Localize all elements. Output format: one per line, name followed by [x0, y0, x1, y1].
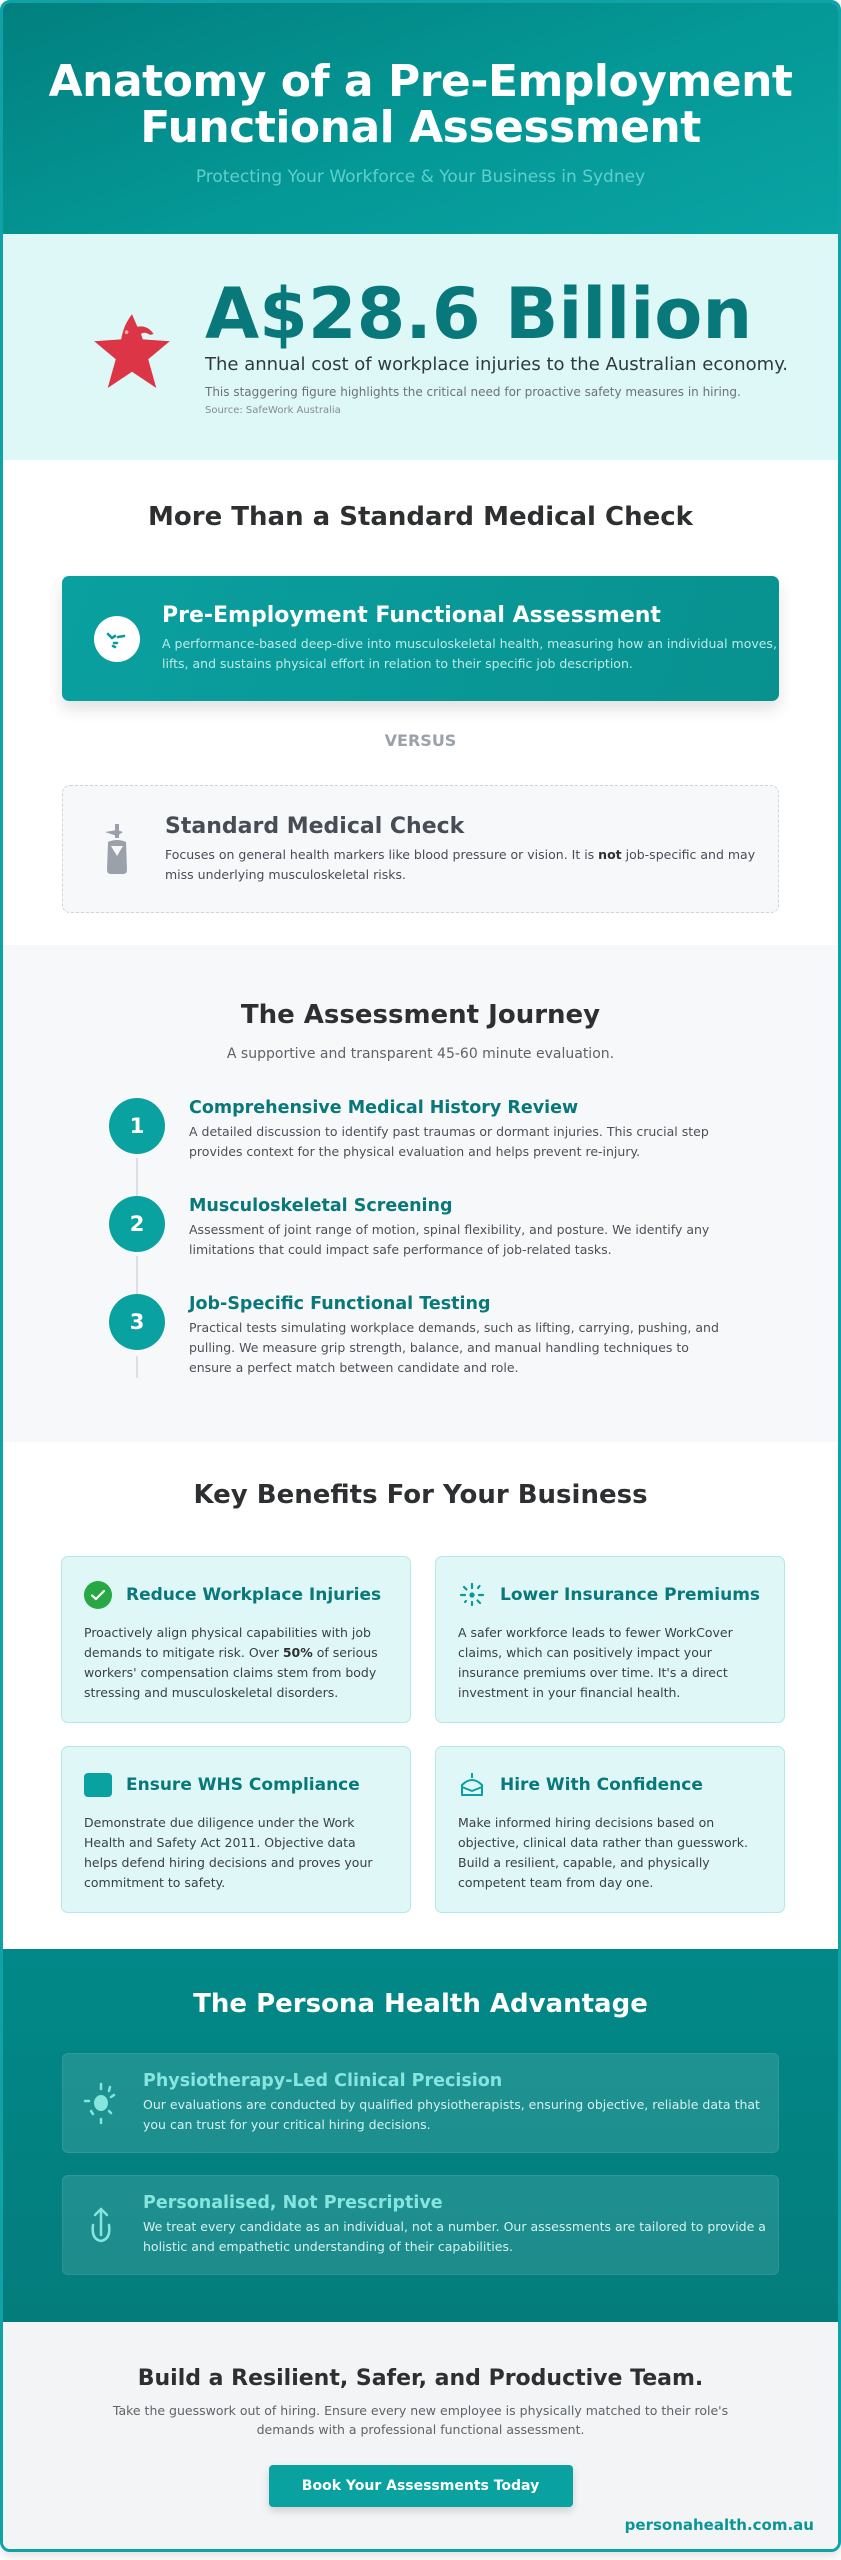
title-line-1: Anatomy of a Pre-Employment — [48, 56, 793, 107]
benefit-description: A safer workforce leads to fewer WorkCover claims, which can positively impact your insurance premiums over time. It's a direct investment in your financial health. — [458, 1625, 733, 1700]
benefits-grid — [61, 1556, 780, 1913]
step-connector — [136, 1158, 138, 1196]
section-subtitle: A supportive and transparent 45-60 minute evaluation. — [226, 1046, 615, 1062]
benefit-title: Ensure WHS Compliance — [126, 1775, 360, 1795]
stat-detail: This staggering figure highlights the critical need for proactive safety measures in hiring. — [205, 385, 741, 399]
key-benefits-section — [3, 1442, 838, 1949]
section-title: The Persona Health Advantage — [193, 1989, 648, 2019]
title-line-2: Functional Assessment — [140, 102, 701, 153]
journey-step — [109, 1098, 838, 1196]
step-description: Assessment of joint range of motion, spinal flexibility, and posture. We identify any limitations that could impact safe performance of job-related tasks. — [189, 1222, 710, 1257]
versus-label: VERSUS — [384, 731, 457, 750]
cta-description: Take the guesswork out of hiring. Ensure every new employee is physically matched to their role's demands with a professional functional assessment. — [112, 2403, 729, 2437]
injury-cost-stat — [3, 234, 838, 460]
step-number: 3 — [109, 1294, 165, 1350]
advantage-description: We treat every candidate as an individual, not a number. Our assessments are tailored to provide a holistic and empathetic understanding of their capabilities. — [143, 2219, 766, 2254]
card-title: Pre-Employment Functional Assessment — [162, 603, 661, 628]
check-circle-icon — [84, 1581, 112, 1609]
cake-icon — [458, 1771, 486, 1799]
card-description: Focuses on general health markers like blood pressure or vision. It is not job-specific and may miss underlying musculoskeletal risks. — [165, 846, 756, 882]
stat-source: Source: SafeWork Australia — [205, 405, 341, 416]
advantage-item — [62, 2175, 779, 2275]
stat-text — [205, 273, 788, 416]
benefit-card — [435, 1746, 785, 1913]
assessment-face-icon — [94, 616, 140, 662]
persona-advantage-section — [3, 1949, 838, 2322]
standard-check-text — [165, 814, 778, 885]
sparkle-icon — [458, 1581, 486, 1609]
step-title: Musculoskeletal Screening — [189, 1196, 453, 1216]
section-title: More Than a Standard Medical Check — [148, 502, 693, 532]
card-description: A performance-based deep-dive into musculoskeletal health, measuring how an individual moves, lifts, and sustains physical effort in relation to their specific job description. — [162, 636, 777, 671]
step-number: 1 — [109, 1098, 165, 1154]
journey-step — [109, 1196, 838, 1294]
journey-step — [109, 1294, 838, 1392]
functional-assessment-card — [62, 576, 779, 701]
card-title: Standard Medical Check — [165, 813, 465, 839]
shield-square-icon — [84, 1771, 112, 1799]
step-title: Comprehensive Medical History Review — [189, 1098, 579, 1118]
step-title: Job-Specific Functional Testing — [189, 1294, 491, 1314]
benefit-card — [61, 1746, 411, 1913]
advantage-title: Personalised, Not Prescriptive — [143, 2193, 443, 2213]
assessment-journey-section — [3, 945, 838, 1442]
stat-headline: The annual cost of workplace injuries to the Australian economy. — [205, 354, 788, 375]
call-to-action-section — [3, 2322, 838, 2552]
comparison-section — [3, 460, 838, 945]
page-subtitle: Protecting Your Workforce & Your Business in Sydney — [195, 167, 646, 187]
step-number: 2 — [109, 1196, 165, 1252]
benefit-title: Hire With Confidence — [500, 1775, 703, 1795]
benefit-card — [61, 1556, 411, 1723]
standard-medical-check-card — [62, 785, 779, 913]
hero-header — [3, 3, 838, 234]
step-connector — [136, 1356, 138, 1378]
advantage-title: Physiotherapy-Led Clinical Precision — [143, 2071, 503, 2091]
benefit-card — [435, 1556, 785, 1723]
step-description: Practical tests simulating workplace demands, such as lifting, carrying, pushing, and pulling. We measure grip strength, balance, and manual handling techniques to ensure a perfect match between candidate and role. — [189, 1320, 719, 1375]
star-icon — [87, 307, 177, 397]
cta-title: Build a Resilient, Safer, and Productive Team. — [137, 2366, 704, 2391]
step-description: A detailed discussion to identify past traumas or dormant injuries. This crucial step provides context for the physical evaluation and helps prevent re-injury. — [189, 1124, 709, 1159]
stat-value: A$28.6 Billion — [205, 273, 753, 355]
benefit-title: Lower Insurance Premiums — [500, 1585, 761, 1605]
physio-sun-icon — [81, 2081, 121, 2125]
section-title: Key Benefits For Your Business — [193, 1480, 648, 1510]
benefit-description: Demonstrate due diligence under the Work Health and Safety Act 2011. Objective data helps defend hiring decisions and proves your commitment to safety. — [84, 1815, 373, 1890]
advantage-item — [62, 2053, 779, 2153]
journey-steps — [109, 1098, 838, 1392]
benefit-title: Reduce Workplace Injuries — [126, 1585, 382, 1605]
benefit-description: Proactively align physical capabilities with job demands to mitigate risk. Over 50% of serious workers' compensation claims stem from body stressing and musculoskeletal disorders. — [84, 1625, 378, 1700]
section-title: The Assessment Journey — [240, 1000, 601, 1030]
advantage-description: Our evaluations are conducted by qualified physiotherapists, ensuring objective, reliable data that you can trust for your critical hiring decisions. — [143, 2097, 760, 2132]
website-link[interactable]: personahealth.com.au — [624, 2516, 814, 2534]
benefit-description: Make informed hiring decisions based on objective, clinical data rather than guesswork. Build a resilient, capable, and physically competent team from day one. — [458, 1815, 748, 1890]
step-connector — [136, 1256, 138, 1294]
personal-hand-icon — [81, 2203, 121, 2247]
page-title — [3, 56, 838, 153]
functional-assessment-text — [162, 603, 779, 674]
medical-bottle-icon — [103, 824, 131, 874]
book-assessments-button[interactable]: Book Your Assessments Today — [269, 2465, 573, 2507]
